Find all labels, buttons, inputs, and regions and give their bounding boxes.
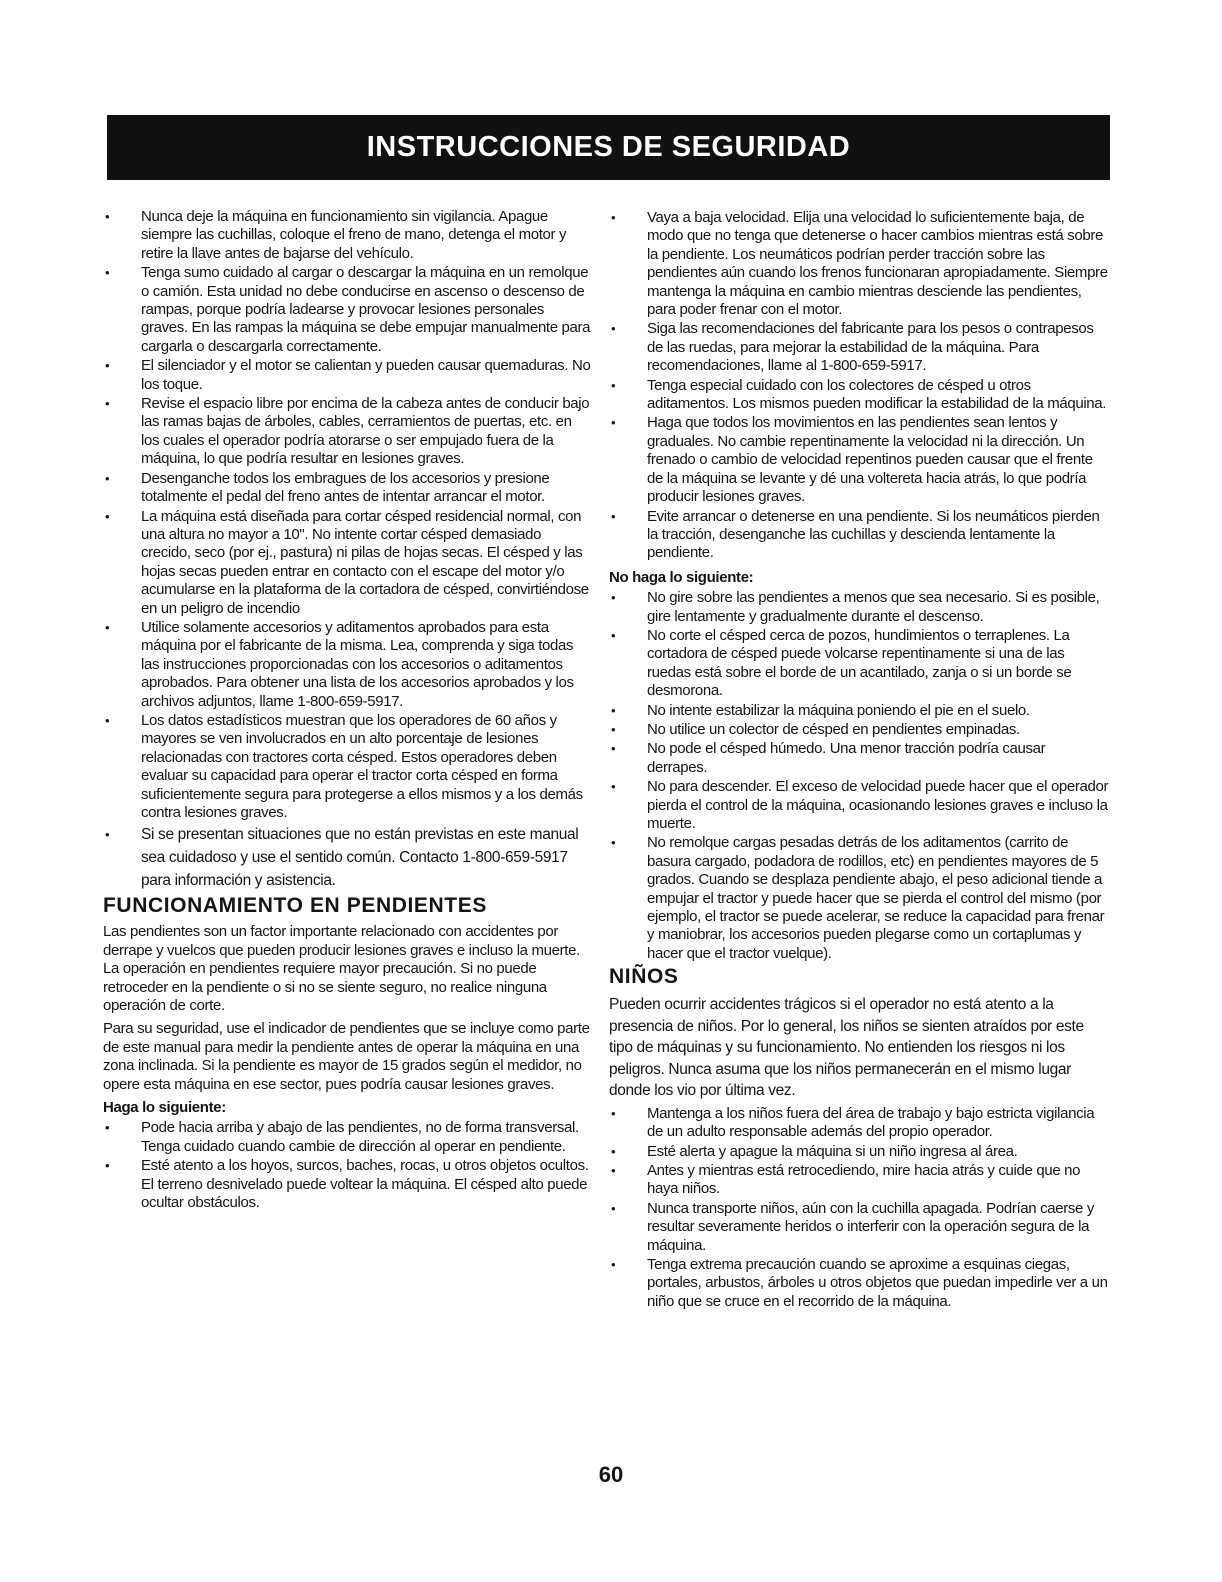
list-item: • No utilice un colector de césped en pendientes empinadas.	[609, 721, 1109, 739]
dont-heading: No haga lo siguiente:	[609, 568, 754, 586]
dont-list	[609, 589, 1109, 963]
list-item: • Siga las recomendaciones del fabricante para los pesos o contrapesos de las ruedas, para mejorar la estabilidad de la máquina. Para recomendaciones, llame al 1-800-659-5917.	[609, 320, 1109, 375]
children-list	[609, 1105, 1109, 1311]
list-item: • Revise el espacio libre por encima de la cabeza antes de conducir bajo las ramas bajas de árboles, cables, cerramientos de puertas, etc. en los cuales el operador podría atorarse o ser empujado fuera de la máquina, lo que podría resultar en lesiones graves.	[103, 395, 593, 469]
list-item: • No para descender. El exceso de velocidad puede hacer que el operador pierda el control de la máquina, ocasionando lesiones graves e incluso la muerte.	[609, 778, 1109, 833]
right-column	[609, 209, 1109, 1312]
do-list-continued	[609, 209, 1109, 563]
slopes-heading: FUNCIONAMIENTO EN PENDIENTES	[103, 894, 487, 918]
list-item: • No remolque cargas pesadas detrás de los aditamentos (carrito de basura cargado, podadora de rodillos, etc) en pendientes mayores de 5 grados. Cuando se desplaza pendiente abajo, el peso adicional tiende a empujar el tractor y puede hacer que se pierda el control del mismo (por ejemplo, el tractor se puede acelerar, se reduce la capacidad para frenar y maniobrar, los accesorios pueden plegarse como un cortaplumas y hacer que el tractor vuelque).	[609, 834, 1109, 963]
list-item: • Utilice solamente accesorios y aditamentos aprobados para esta máquina por el fabricante de la misma. Lea, comprenda y siga todas las instrucciones proporcionadas con los accesorios o aditamentos aprobados. Para obtener una lista de los accesorios aprobados y los archivos adjuntos, llame 1-800-659-5917.	[103, 619, 593, 711]
list-item: • Si se presentan situaciones que no están previstas en este manual sea cuidadoso y use el sentido común. Contacto 1-800-659-5917 para información y asistencia.	[103, 823, 593, 892]
left-column	[103, 208, 593, 1214]
general-safety-list	[103, 208, 593, 892]
children-intro-block	[609, 994, 1109, 1102]
list-item: • Antes y mientras está retrocediendo, mire hacia atrás y cuide que no haya niños.	[609, 1162, 1109, 1199]
list-item: • Tenga especial cuidado con los colectores de césped u otros aditamentos. Los mismos pueden modificar la estabilidad de la máquina.	[609, 377, 1109, 414]
list-item: • No gire sobre las pendientes a menos que sea necesario. Si es posible, gire lentamente y gradualmente durante el descenso.	[609, 589, 1109, 626]
list-item: • Esté alerta y apague la máquina si un niño ingresa al área.	[609, 1143, 1109, 1161]
page-number: 60	[598, 1462, 624, 1487]
slopes-paragraph-2: Para su seguridad, use el indicador de pendientes que se incluye como parte de este manual para medir la pendiente antes de operar la máquina en una zona inclinada. Si la pendiente es mayor de 15 grados según el medidor, no opere esta máquina en ese sector, pues podría causar lesiones graves.	[103, 1020, 590, 1093]
slopes-paragraph-1: Las pendientes son un factor importante relacionado con accidentes por derrape y vuelcos que pueden producir lesiones graves e incluso la muerte. La operación en pendientes requiere mayor precaución. Si no puede retroceder en la pendiente o si no se siente seguro, no realice ninguna operación de corte.	[103, 923, 580, 1015]
list-item: • Nunca transporte niños, aún con la cuchilla apagada. Podrían caerse y resultar severamente heridos o interferir con la operación segura de la máquina.	[609, 1200, 1109, 1255]
list-item: • La máquina está diseñada para cortar césped residencial normal, con una altura no mayor a 10". No intente cortar césped demasiado crecido, seco (por ej., pastura) ni pilas de hojas secas. El césped y las hojas secas pueden entrar en contacto con el escape del motor y/o acumularse en la plataforma de la cortadora de césped, convirtiéndose en un peligro de incendio	[103, 508, 593, 618]
list-item: • Nunca deje la máquina en funcionamiento sin vigilancia. Apague siempre las cuchillas, coloque el freno de mano, detenga el motor y retire la llave antes de bajarse del vehículo.	[103, 208, 593, 263]
list-item: • No corte el césped cerca de pozos, hundimientos o terraplenes. La cortadora de césped puede volcarse repentinamente si una de las ruedas está sobre el borde de un acantilado, zanja o si un borde se desmorona.	[609, 627, 1109, 701]
list-item: • Los datos estadísticos muestran que los operadores de 60 años y mayores se ven involucrados en un alto porcentaje de lesiones relacionadas con tractores corta césped. Estos operadores deben evaluar su capacidad para operar el tractor corta césped en forma suficientemente segura para protegerse a ellos mismos y a los demás contra lesiones graves.	[103, 712, 593, 822]
list-item: • Tenga sumo cuidado al cargar o descargar la máquina en un remolque o camión. Esta unidad no debe conducirse en ascenso o descenso de rampas, porque podría ladearse y provocar lesiones personales graves. En las rampas la máquina se debe empujar manualmente para cargarla o descargarla correctamente.	[103, 264, 593, 356]
do-list	[103, 1119, 593, 1212]
list-item: • Vaya a baja velocidad. Elija una velocidad lo suficientemente baja, de modo que no tenga que detenerse o hacer cambios mientras está sobre la pendiente. Los neumáticos podrían perder tracción sobre las pendientes aún cuando los frenos funcionaran apropiadamente. Siempre mantenga la máquina en cambio mientras desciende las pendientes, para poder frenar con el motor.	[609, 209, 1109, 319]
list-item: • Haga que todos los movimientos en las pendientes sean lentos y graduales. No cambie repentinamente la velocidad ni la dirección. Un frenado o cambio de velocidad repentinos pueden causar que el frente de la máquina se levante y dé una voltereta hacia atrás, lo que podría producir lesiones graves.	[609, 414, 1109, 506]
list-item: • Esté atento a los hoyos, surcos, baches, rocas, u otros objetos ocultos. El terreno desnivelado puede voltear la máquina. El césped alto puede ocultar obstáculos.	[103, 1157, 593, 1212]
page-title: INSTRUCCIONES DE SEGURIDAD	[366, 131, 851, 163]
list-item: • Desenganche todos los embragues de los accesorios y presione totalmente el pedal del freno antes de intentar arrancar el motor.	[103, 470, 593, 507]
page-title-banner	[107, 115, 1110, 180]
list-item: • No pode el césped húmedo. Una menor tracción podría causar derrapes.	[609, 740, 1109, 777]
children-intro: Pueden ocurrir accidentes trágicos si el operador no está atento a la presencia de niños. Por lo general, los niños se sienten atraídos por este tipo de máquinas y su funcionamiento. No entienden los riesgos ni los peligros. Nunca asuma que los niños permanecerán en el mismo lugar donde los vio por última vez.	[609, 996, 1084, 1100]
list-item: • Pode hacia arriba y abajo de las pendientes, no de forma transversal. Tenga cuidado cuando cambie de dirección al operar en pendiente.	[103, 1119, 593, 1156]
list-item: • Evite arrancar o detenerse en una pendiente. Si los neumáticos pierden la tracción, desenganche las cuchillas y descienda lentamente la pendiente.	[609, 508, 1109, 563]
list-item: • Mantenga a los niños fuera del área de trabajo y bajo estricta vigilancia de un adulto responsable además del propio operador.	[609, 1105, 1109, 1142]
do-heading: Haga lo siguiente:	[103, 1099, 226, 1117]
list-item: • El silenciador y el motor se calientan y pueden causar quemaduras. No los toque.	[103, 357, 593, 394]
list-item: • Tenga extrema precaución cuando se aproxime a esquinas ciegas, portales, arbustos, árboles u otros objetos que puedan impedirle ver a un niño que se cruce en el recorrido de la máquina.	[609, 1256, 1109, 1311]
children-heading: NIÑOS	[609, 965, 679, 989]
list-item: • No intente estabilizar la máquina poniendo el pie en el suelo.	[609, 702, 1109, 720]
